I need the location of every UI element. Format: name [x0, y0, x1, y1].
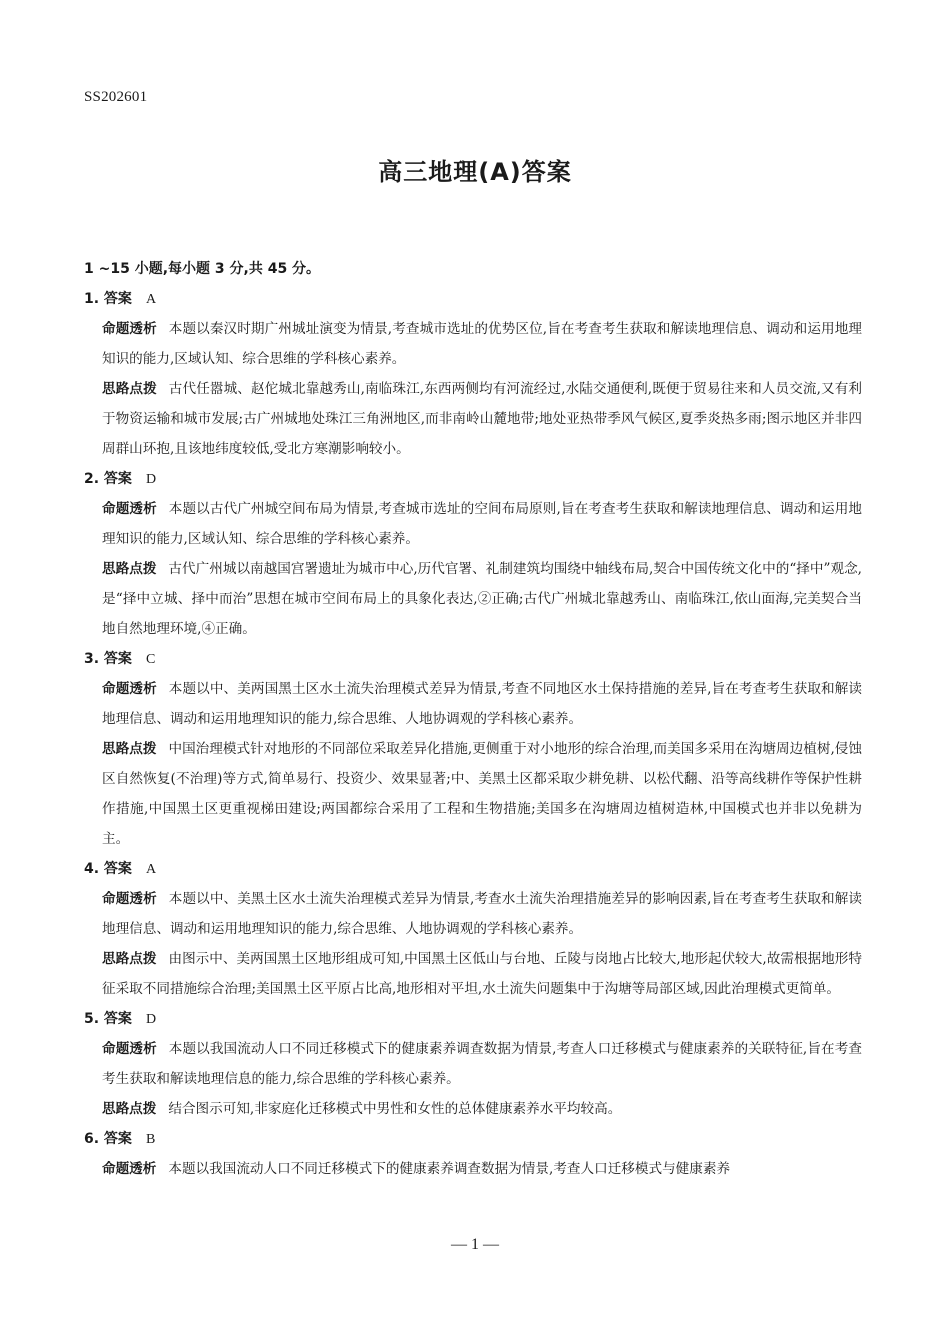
- hint-paragraph: [102, 944, 862, 1004]
- question-label: 5. 答案: [84, 1011, 132, 1027]
- hint-tag: 思路点拨: [102, 741, 157, 757]
- question-label: 1. 答案: [84, 291, 132, 307]
- answer-value: B: [145, 1132, 156, 1147]
- analysis-text: 本题以古代广州城空间布局为情景,考查城市选址的空间布局原则,旨在考查考生获取和解读地理信息、调动和运用地理知识的能力,区域认知、综合思维的学科核心素养。: [102, 501, 863, 547]
- analysis-text: 本题以中、美两国黑土区水土流失治理模式差异为情景,考查不同地区水土保持措施的差异,旨在考查考生获取和解读地理信息、调动和运用地理知识的能力,综合思维、人地协调观的学科核心素养。: [102, 681, 863, 727]
- answer-value: D: [145, 472, 157, 487]
- hint-text: 结合图示可知,非家庭化迁移模式中男性和女性的总体健康素养水平均较高。: [168, 1101, 622, 1117]
- question-label: 6. 答案: [84, 1131, 132, 1147]
- hint-tag: 思路点拨: [102, 381, 157, 397]
- analysis-paragraph: [102, 884, 862, 944]
- answer-value: A: [145, 292, 157, 307]
- analysis-text: 本题以秦汉时期广州城址演变为情景,考查城市选址的优势区位,旨在考查考生获取和解读地理信息、调动和运用地理知识的能力,区域认知、综合思维的学科核心素养。: [102, 321, 863, 367]
- analysis-tag: 命题透析: [102, 501, 157, 517]
- hint-paragraph: [102, 554, 862, 644]
- hint-text: 古代广州城以南越国宫署遗址为城市中心,历代官署、礼制建筑均围绕中轴线布局,契合中国传统文化中的“择中”观念,是“择中立城、择中而治”思想在城市空间布局上的具象化表达,②正确;古代广州城北靠越秀山、南临珠江,依山面海,完美契合当地自然地理环境,④正确。: [102, 561, 862, 637]
- question-header: [84, 644, 862, 674]
- question-header: [84, 464, 862, 494]
- question-label: 4. 答案: [84, 861, 132, 877]
- document-code: SS202601: [84, 89, 148, 105]
- analysis-paragraph: [102, 1034, 862, 1094]
- analysis-tag: 命题透析: [102, 1041, 157, 1057]
- hint-text: 由图示中、美两国黑土区地形组成可知,中国黑土区低山与台地、丘陵与岗地占比较大,地形起伏较大,故需根据地形特征采取不同措施综合治理;美国黑土区平原占比高,地形相对平坦,水土流失问题集中于沟塘等局部区域,因此治理模式更简单。: [102, 951, 862, 997]
- analysis-paragraph: [102, 314, 862, 374]
- analysis-text: 本题以中、美黑土区水土流失治理模式差异为情景,考查水土流失治理措施差异的影响因素,旨在考查考生获取和解读地理信息、调动和运用地理知识的能力,综合思维、人地协调观的学科核心素养。: [102, 891, 863, 937]
- analysis-paragraph: [102, 674, 862, 734]
- analysis-tag: 命题透析: [102, 681, 157, 697]
- page-title: 高三地理(A)答案: [378, 158, 572, 186]
- analysis-tag: 命题透析: [102, 321, 157, 337]
- question-label: 2. 答案: [84, 471, 132, 487]
- hint-tag: 思路点拨: [102, 951, 157, 967]
- question-header: [84, 1124, 862, 1154]
- question-header: [84, 1004, 862, 1034]
- answer-content: [84, 254, 862, 1184]
- hint-text: 中国治理模式针对地形的不同部位采取差异化措施,更侧重于对小地形的综合治理,而美国多采用在沟塘周边植树,侵蚀区自然恢复(不治理)等方式,简单易行、投资少、效果显著;中、美黑土区都采取少耕免耕、以松代翻、沿等高线耕作等保护性耕作措施,中国黑土区更重视梯田建设;两国都综合采用了工程和生物措施;美国多在沟塘周边植树造林,中国模式也并非以免耕为主。: [102, 741, 862, 847]
- analysis-tag: 命题透析: [102, 1161, 157, 1177]
- analysis-tag: 命题透析: [102, 891, 157, 907]
- question-label: 3. 答案: [84, 651, 132, 667]
- analysis-text: 本题以我国流动人口不同迁移模式下的健康素养调查数据为情景,考查人口迁移模式与健康素养的关联特征,旨在考查考生获取和解读地理信息的能力,综合思维的学科核心素养。: [102, 1041, 863, 1087]
- question-header: [84, 854, 862, 884]
- hint-text: 古代任嚣城、赵佗城北靠越秀山,南临珠江,东西两侧均有河流经过,水陆交通便利,既便于贸易往来和人员交流,又有利于物资运输和城市发展;古广州城地处珠江三角洲地区,而非南岭山麓地带;地处亚热带季风气候区,夏季炎热多雨;图示地区并非四周群山环抱,且该地纬度较低,受北方寒潮影响较小。: [102, 381, 862, 457]
- answer-value: C: [145, 652, 156, 667]
- analysis-paragraph: [102, 494, 862, 554]
- analysis-paragraph: [102, 1154, 862, 1184]
- answer-value: A: [145, 862, 157, 877]
- hint-tag: 思路点拨: [102, 561, 157, 577]
- analysis-text: 本题以我国流动人口不同迁移模式下的健康素养调查数据为情景,考查人口迁移模式与健康素养: [168, 1161, 731, 1177]
- answer-value: D: [145, 1012, 157, 1027]
- page-number: — 1 —: [451, 1236, 499, 1253]
- hint-paragraph: [102, 734, 862, 854]
- question-header: [84, 284, 862, 314]
- section-intro: 1 ~15 小题,每小题 3 分,共 45 分。: [84, 261, 321, 277]
- hint-paragraph: [102, 374, 862, 464]
- hint-tag: 思路点拨: [102, 1101, 157, 1117]
- hint-paragraph: [102, 1094, 862, 1124]
